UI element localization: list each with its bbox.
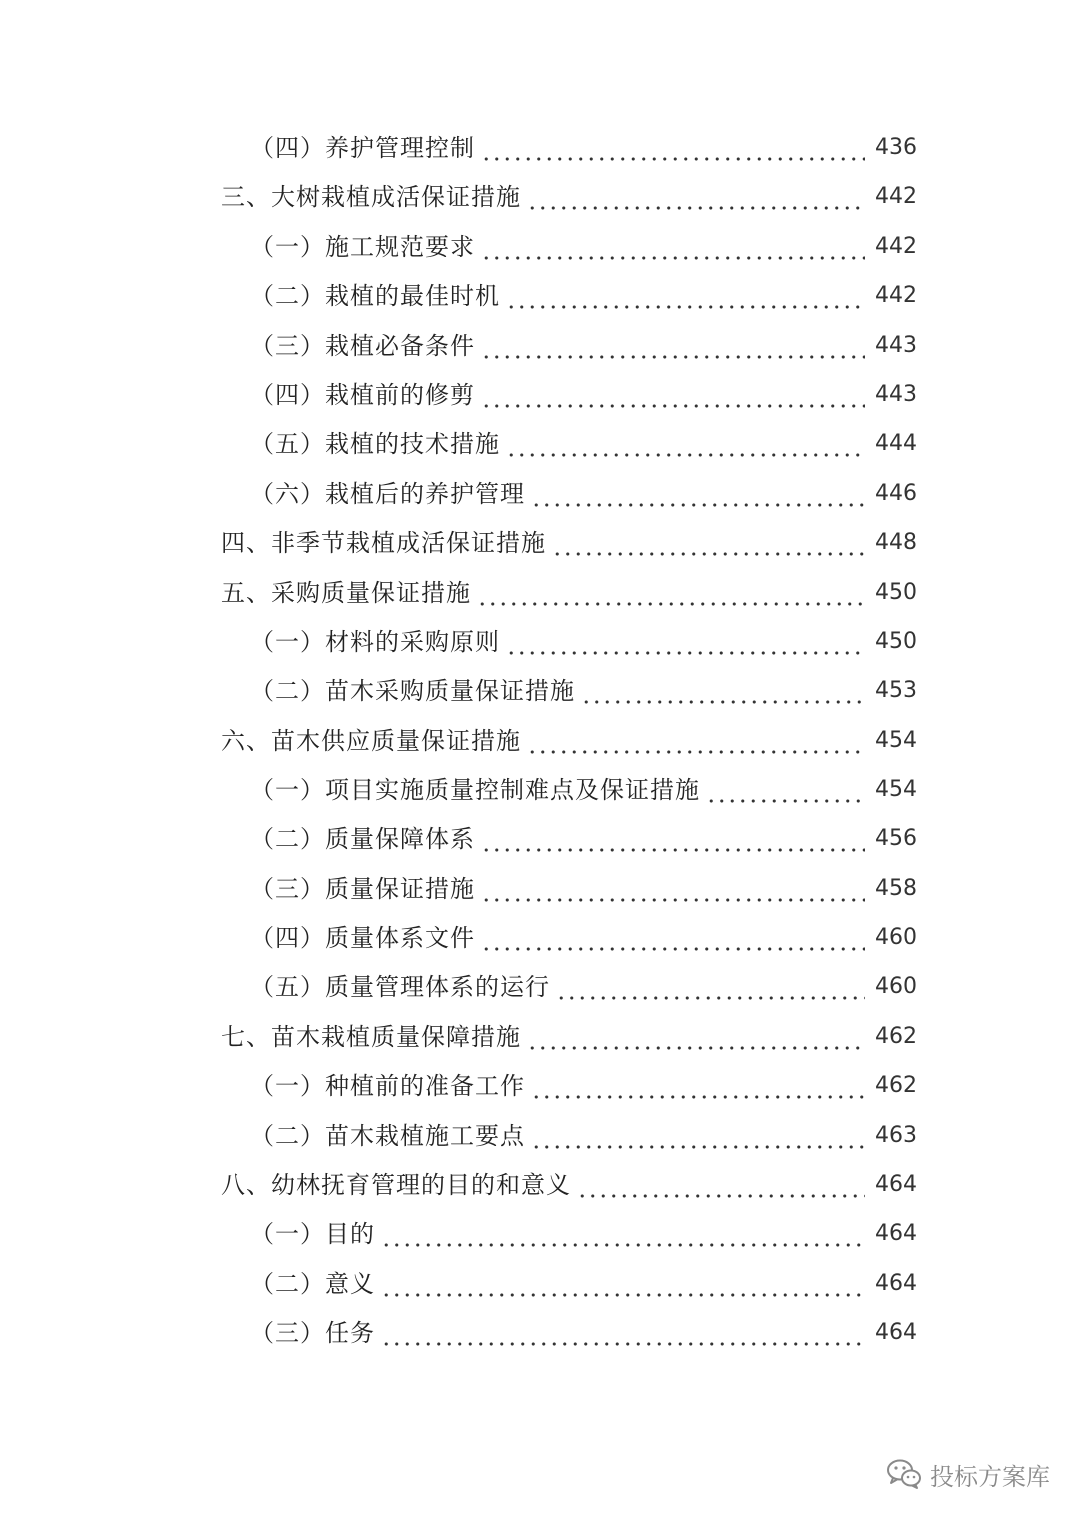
toc-entry-title: 四、非季节栽植成活保证措施 [221, 529, 546, 557]
dot-leader [527, 1017, 865, 1057]
toc-entry-page: 464 [875, 1172, 917, 1197]
toc-entry-page: 464 [875, 1320, 917, 1345]
toc-entry-title: （五）质量管理体系的运行 [250, 973, 550, 1001]
toc-entry-title: （二）意义 [250, 1270, 375, 1298]
toc-entry-page: 436 [875, 135, 917, 160]
toc-entry[interactable] [250, 276, 917, 316]
toc-entry-title: （二）苗木栽植施工要点 [250, 1122, 525, 1150]
toc-entry-page: 460 [875, 974, 917, 999]
toc-entry-page: 454 [875, 728, 917, 753]
toc-entry[interactable] [221, 523, 917, 563]
toc-entry-page: 443 [875, 382, 917, 407]
toc-entry-page: 442 [875, 283, 917, 308]
toc-entry-page: 443 [875, 333, 917, 358]
dot-leader [481, 227, 865, 267]
toc-entry-page: 456 [875, 826, 917, 851]
toc-entry[interactable] [221, 721, 917, 761]
toc-entry-page: 460 [875, 925, 917, 950]
toc-entry-page: 442 [875, 184, 917, 209]
toc-entry-title: （一）施工规范要求 [250, 233, 475, 261]
toc-entry[interactable] [250, 622, 917, 662]
dot-leader [527, 177, 865, 217]
toc-entry-title: （一）项目实施质量控制难点及保证措施 [250, 776, 700, 804]
dot-leader [506, 622, 865, 662]
toc-entry-page: 464 [875, 1221, 917, 1246]
dot-leader [552, 523, 865, 563]
dot-leader [531, 1066, 865, 1106]
toc-entry-title: 七、苗木栽植质量保障措施 [221, 1023, 521, 1051]
toc-entry-title: （三）质量保证措施 [250, 875, 475, 903]
toc-entry-page: 464 [875, 1271, 917, 1296]
toc-entry-page: 448 [875, 530, 917, 555]
toc-entry-title: （四）养护管理控制 [250, 134, 475, 162]
dot-leader [481, 128, 865, 168]
toc-entry[interactable] [221, 177, 917, 217]
toc-entry-title: （一）材料的采购原则 [250, 628, 500, 656]
dot-leader [381, 1214, 865, 1254]
toc-entry-title: （四）质量体系文件 [250, 924, 475, 952]
toc-entry[interactable] [221, 573, 917, 613]
toc-entry-page: 450 [875, 629, 917, 654]
toc-entry[interactable] [250, 474, 917, 514]
toc-entry[interactable] [250, 375, 917, 415]
toc-entry-page: 444 [875, 431, 917, 456]
toc-entry[interactable] [250, 1066, 917, 1106]
dot-leader [706, 770, 865, 810]
toc-entry-title: （二）质量保障体系 [250, 825, 475, 853]
dot-leader [381, 1264, 865, 1304]
toc-entry[interactable] [250, 918, 917, 958]
dot-leader [481, 819, 865, 859]
toc-entry[interactable] [250, 424, 917, 464]
dot-leader [581, 671, 865, 711]
toc-entry[interactable] [250, 128, 917, 168]
toc-entry-title: （三）栽植必备条件 [250, 332, 475, 360]
dot-leader [481, 326, 865, 366]
toc-entry[interactable] [250, 967, 917, 1007]
toc-entry[interactable] [250, 1116, 917, 1156]
dot-leader [481, 375, 865, 415]
watermark [886, 1452, 1050, 1496]
toc-entry-page: 462 [875, 1073, 917, 1098]
toc-entry-title: （六）栽植后的养护管理 [250, 480, 525, 508]
toc-entry-title: 三、大树栽植成活保证措施 [221, 183, 521, 211]
dot-leader [381, 1313, 865, 1353]
toc-entry[interactable] [250, 1214, 917, 1254]
toc-entry[interactable] [250, 671, 917, 711]
toc-entry-page: 450 [875, 580, 917, 605]
toc-entry[interactable] [250, 326, 917, 366]
dot-leader [527, 721, 865, 761]
toc-entry-title: （一）种植前的准备工作 [250, 1072, 525, 1100]
toc-entry-page: 454 [875, 777, 917, 802]
wechat-icon [886, 1458, 922, 1490]
toc-entry-title: 五、采购质量保证措施 [221, 579, 471, 607]
toc-entry[interactable] [250, 1264, 917, 1304]
toc-entry-title: 六、苗木供应质量保证措施 [221, 727, 521, 755]
toc-entry-title: （三）任务 [250, 1319, 375, 1347]
toc-entry-title: （四）栽植前的修剪 [250, 381, 475, 409]
dot-leader [481, 869, 865, 909]
toc-entry[interactable] [221, 1165, 917, 1205]
dot-leader [506, 276, 865, 316]
dot-leader [577, 1165, 865, 1205]
toc-entry-page: 463 [875, 1123, 917, 1148]
toc-entry[interactable] [250, 869, 917, 909]
dot-leader [477, 573, 865, 613]
toc-entry-page: 453 [875, 678, 917, 703]
dot-leader [481, 918, 865, 958]
toc-entry-title: （五）栽植的技术措施 [250, 430, 500, 458]
toc-entry-title: （二）栽植的最佳时机 [250, 282, 500, 310]
toc-entry[interactable] [250, 819, 917, 859]
watermark-text: 投标方案库 [930, 1462, 1050, 1491]
dot-leader [531, 474, 865, 514]
toc-entry-page: 446 [875, 481, 917, 506]
toc-entry-title: （二）苗木采购质量保证措施 [250, 677, 575, 705]
toc-entry[interactable] [250, 1313, 917, 1353]
dot-leader [556, 967, 865, 1007]
toc-entry-title: （一）目的 [250, 1220, 375, 1248]
toc-entry[interactable] [250, 227, 917, 267]
toc-entry[interactable] [221, 1017, 917, 1057]
toc-entry-page: 462 [875, 1024, 917, 1049]
toc-entry-page: 458 [875, 876, 917, 901]
dot-leader [531, 1116, 865, 1156]
toc-entry[interactable] [250, 770, 917, 810]
toc-entry-title: 八、幼林抚育管理的目的和意义 [221, 1171, 571, 1199]
dot-leader [506, 424, 865, 464]
toc-entry-page: 442 [875, 234, 917, 259]
